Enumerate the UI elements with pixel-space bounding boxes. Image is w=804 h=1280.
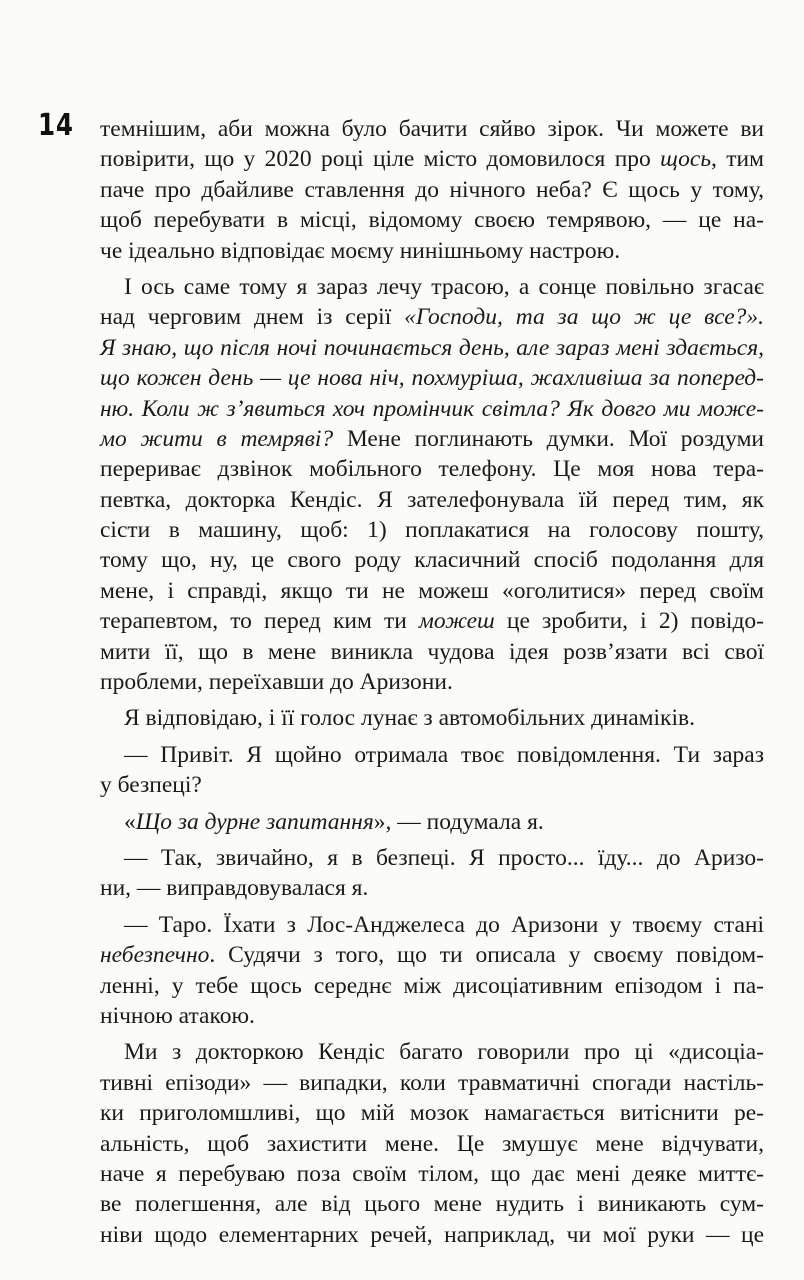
body-text [100,114,764,1256]
italic-run: що кожен день — це нова ніч, похмуріша, жахливіша за поперед- [100,365,764,392]
text-run: наче я перебуваю поза своїм тілом, що дає мені деяке миттє- [100,1160,764,1187]
text-line [100,873,764,903]
text-line [100,637,764,667]
paragraph [100,910,764,1032]
text-line [100,1037,764,1067]
text-run: тивні епізоди» — випадки, коли травматичні спогади настіль- [100,1069,764,1096]
text-run: певтка, докторка Кендіс. Я зателефонувала їй перед тим, як [100,486,764,513]
text-line [100,114,764,144]
text-run: — Так, звичайно, я в безпеці. Я просто... їду... до Аризо- [124,844,764,871]
text-run: тому що, ну, це свого роду класичний спосіб подолання для [100,547,764,574]
italic-run: Що за дурне запитання [135,808,374,835]
italic-run: «Господи, та за що ж це все?». [404,304,764,331]
text-line [100,205,764,235]
text-run: ленні, у тебе щось середнє між дисоціативним епізодом і па- [100,972,764,999]
text-line [100,940,764,970]
text-run: терапевтом, то перед ким ти [100,608,419,635]
paragraph [100,114,764,266]
paragraph [100,272,764,697]
paragraph [100,740,764,801]
text-run: », — подумала я. [373,808,544,835]
text-line [100,515,764,545]
paragraph [100,843,764,904]
text-run: . Судячи з того, що ти описала у своєму повідом- [209,942,764,969]
italic-run: небезпечно [100,942,210,969]
text-line [100,1129,764,1159]
text-run: перериває дзвінок мобільного телефону. Це моя нова тера- [100,456,764,483]
page-number: 14 [38,108,74,143]
text-line [100,971,764,1001]
text-line [100,667,764,697]
text-line [100,394,764,424]
text-run: альність, щоб захистити мене. Це змушує мене відчувати, [100,1130,764,1157]
italic-run: мо жити в темряві? [100,425,334,452]
text-line [100,770,764,800]
text-line [100,454,764,484]
text-run: темнішим, аби можна було бачити сяйво зірок. Чи можете ви [100,116,764,142]
text-line [100,807,764,837]
text-line [100,175,764,205]
text-line [100,424,764,454]
text-line [100,333,764,363]
text-line [100,1189,764,1219]
text-line [100,843,764,873]
text-run: « [124,808,136,835]
text-run: щоб перебувати в місці, відомому своєю темрявою, — це на- [100,207,764,234]
text-run: — Таро. Їхати з Лос-Анджелеса до Аризони у твоєму стані [124,911,764,938]
text-run: Мене поглинають думки. Мої роздуми [333,425,765,452]
paragraph [100,1037,764,1250]
text-run: паче про дбайливе ставлення до нічного неба? Є щось у тому, [100,176,764,203]
text-run: повірити, що у 2020 році ціле місто домовилося про [100,146,661,173]
text-run: у безпеці? [100,772,202,799]
text-run: че ідеально відповідає моєму нинішньому настрою. [100,237,621,264]
text-line [100,576,764,606]
text-run: ки приголомшливі, що мій мозок намагається витіснити ре- [100,1100,764,1127]
text-run: ни, — виправдовувалася я. [100,875,369,902]
text-run: проблеми, переїхавши до Аризони. [100,669,453,696]
text-run: мити її, що в мене виникла чудова ідея розв’язати всі свої [100,638,764,665]
text-line [100,302,764,332]
italic-run: Я знаю, що після ночі починається день, але зараз мені здається, [100,334,764,361]
text-line [100,703,764,733]
text-line [100,1098,764,1128]
paragraph [100,807,764,837]
text-run: — Привіт. Я щойно отримала твоє повідомлення. Ти зараз [124,741,764,768]
text-line [100,545,764,575]
text-run: І ось саме тому я зараз лечу трасою, а сонце повільно згасає [124,273,764,300]
text-run: мене, і справді, якщо ти не можеш «оголитися» перед своїм [100,577,764,604]
text-line [100,606,764,636]
text-line [100,144,764,174]
text-line [100,910,764,940]
text-line [100,363,764,393]
text-line [100,1068,764,1098]
italic-run: можеш [418,608,495,635]
text-line [100,740,764,770]
text-run: , тим [711,146,764,173]
text-run: Ми з докторкою Кендіс багато говорили про ці «дисоціа- [124,1039,764,1066]
text-run: нічною атакою. [100,1002,255,1029]
text-run: сісти в машину, щоб: 1) поплакатися на голосову пошту, [100,517,764,544]
text-line [100,485,764,515]
text-run: над черговим днем із серії [100,304,405,331]
italic-run: щось [660,146,712,173]
text-line [100,272,764,302]
paragraph [100,703,764,733]
text-run: Я відповідаю, і її голос лунає з автомобільних динаміків. [124,705,695,732]
text-line [100,1220,764,1250]
text-run: це зробити, і 2) повідо- [494,608,764,635]
text-line [100,236,764,266]
text-run: ве полегшення, але від цього мене нудить і виникають сум- [100,1191,764,1218]
text-line [100,1159,764,1189]
text-run: ніви щодо елементарних речей, наприклад, чи мої руки — це [100,1221,764,1248]
text-line [100,1001,764,1031]
italic-run: ню. Коли ж з’явиться хоч промінчик світла? Як довго ми може- [100,395,764,422]
